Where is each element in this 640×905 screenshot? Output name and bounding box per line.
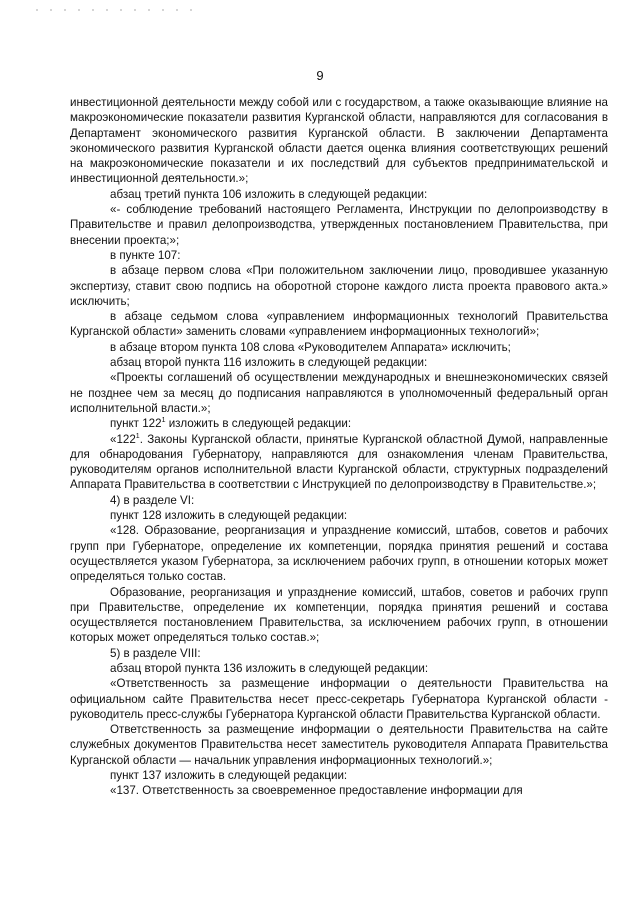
document-body	[70, 95, 608, 799]
paragraph: в пункте 107:	[110, 248, 181, 262]
paragraph: «Ответственность за размещение информации о деятельности Правительства на официальном сайте Правительства несет пресс-секретарь Губернатора Курганской области - руководитель пресс-службы Губернатора Курганской области Правительства Курганской области.	[70, 677, 608, 721]
paragraph: «- соблюдение требований настоящего Регламента, Инструкции по делопроизводству в Правительстве и правил делопроизводства, утвержденных постановлением Правительства, при внесении проекта;»;	[70, 203, 608, 247]
paragraph: 4) в разделе VI:	[110, 493, 195, 507]
paragraph: 5) в разделе VIII:	[110, 646, 201, 660]
paragraph: в абзаце втором пункта 108 слова «Руководителем Аппарата» исключить;	[110, 340, 511, 354]
paragraph: Образование, реорганизация и упразднение комиссий, штабов, советов и рабочих групп при Правительстве, определение их компетенции, порядка принятия решений и состава осуществляется постановлением Правительства, за исключением рабочих групп, в отношении которых может определяться только состав.»;	[70, 585, 608, 645]
scan-artifact	[30, 8, 200, 12]
paragraph: «$122^1$. Законы Курганской области, принятые Курганской областной Думой, направленные для обнародования Губернатору, направляются для ознакомления членам Правительства, руководителям органов исполнительной власти Курганской области, структурных подразделений Аппарата Правительства в соответствии с Инструкцией по делопроизводству в Правительстве.»;	[70, 432, 608, 492]
paragraph: Ответственность за размещение информации о деятельности Правительства на сайте служебных документов Правительства несет заместитель руководителя Аппарата Правительства Курганской области — начальник управления информационных технологий.»;	[70, 723, 608, 767]
paragraph: «128. Образование, реорганизация и упразднение комиссий, штабов, советов и рабочих групп при Губернаторе, определение их компетенции, порядка принятия решений и состава осуществляется указом Губернатора, за исключением рабочих групп, в отношении которых может определяться только состав.	[70, 524, 608, 584]
paragraph: пункт 128 изложить в следующей редакции:	[110, 509, 348, 523]
paragraph: пункт $122^1$ изложить в следующей редакции:	[110, 417, 352, 431]
paragraph: инвестиционной деятельности между собой или с государством, а также оказывающие влияние на макроэкономические показатели развития Курганской области, направляются для согласования в Департамент экономического развития Курганской области. В заключении Департамента экономического развития Курганской области дается оценка влияния соответствующих решений на макроэкономические показатели и их последствий для субъектов предпринимательской и инвестиционной деятельности.»;	[70, 96, 608, 186]
paragraph: абзац второй пункта 136 изложить в следующей редакции:	[110, 661, 429, 675]
page-number: 9	[316, 68, 324, 83]
paragraph: в абзаце седьмом слова «управлением информационных технологий Правительства Курганской области» заменить словами «управлением информационных технологий»;	[70, 310, 608, 339]
paragraph: «137. Ответственность за своевременное предоставление информации для	[110, 784, 523, 798]
paragraph: абзац третий пункта 106 изложить в следующей редакции:	[110, 187, 428, 201]
paragraph: в абзаце первом слова «При положительном заключении лицо, проводившее указанную экспертизу, ставит свою подпись на оборотной стороне каждого листа проекта правового акта.» исключить;	[70, 264, 608, 308]
paragraph: «Проекты соглашений об осуществлении международных и внешнеэкономических связей не позднее чем за месяц до подписания направляются в уполномоченный федеральный орган исполнительной власти.»;	[70, 371, 608, 415]
paragraph: пункт 137 изложить в следующей редакции:	[110, 769, 348, 783]
paragraph: абзац второй пункта 116 изложить в следующей редакции:	[110, 356, 428, 370]
